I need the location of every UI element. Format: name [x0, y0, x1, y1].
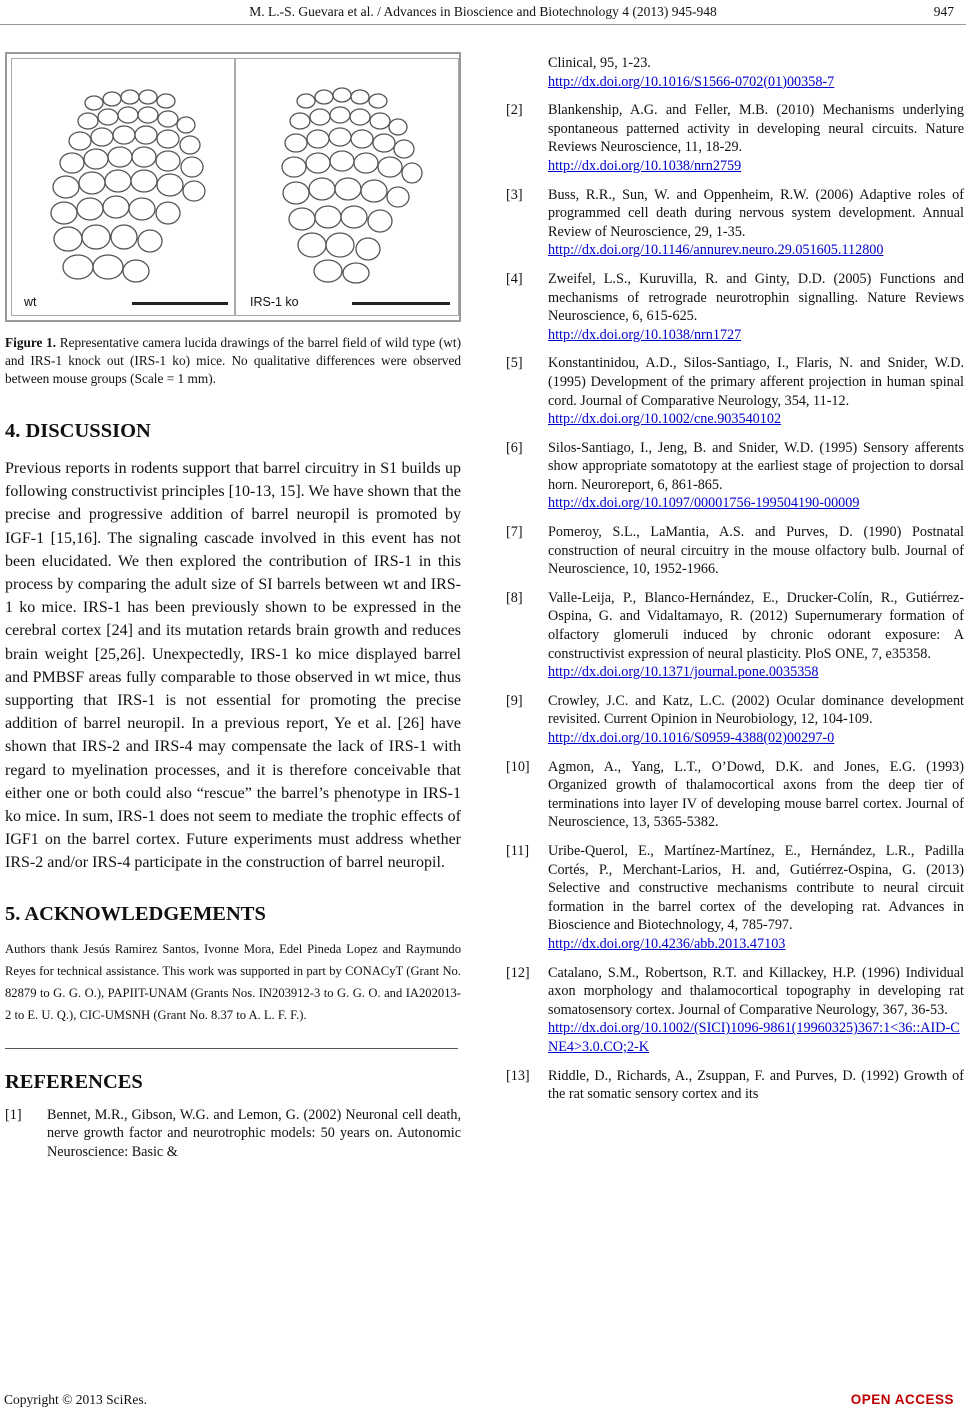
reference-text: Pomeroy, S.L., LaMantia, A.S. and Purves, D. (1990) Postnatal construction of neural circuitry in the mouse olfactory bulb. Journal of Neuroscience, 10, 1952-1966.: [548, 524, 964, 578]
running-head: M. L.-S. Guevara et al. / Advances in Bioscience and Biotechnology 4 (2013) 945-948: [249, 4, 717, 19]
caption-label: Figure 1.: [5, 335, 57, 350]
reference-1: [5, 1106, 461, 1162]
reference-text: Riddle, D., Richards, A., Zsuppan, F. and Purves, D. (1992) Growth of the rat somatic sensory cortex and its: [548, 1067, 964, 1103]
references-heading: REFERENCES: [5, 1070, 143, 1093]
reference-item: [506, 439, 964, 513]
reference-number: [8]: [506, 589, 523, 606]
reference-text: Uribe-Querol, E., Martínez-Martínez, E., Hernández, L.R., Padilla Cortés, P., Merchant-Larios, H. and, Gutiérrez-Ospina, G. (2013) Selective and constructive mechanisms contribute to neural circuit formation in the barrel cortex of the developing rat. Advances in Bioscience and Biotechnology, 4, 785-797.: [548, 842, 964, 934]
figure-1: [5, 52, 461, 322]
page-number: 947: [933, 4, 954, 19]
header-rule: [0, 24, 966, 25]
reference-text: Clinical, 95, 1-23.: [548, 55, 651, 71]
reference-item: [506, 964, 964, 1057]
reference-item: [506, 758, 964, 832]
copyright: Copyright © 2013 SciRes.: [4, 1392, 148, 1407]
reference-number: [10]: [506, 758, 530, 775]
doi-link[interactable]: http://dx.doi.org/10.1016/S0959-4388(02)00297-0: [548, 730, 835, 746]
figure-panel-wt: [11, 58, 235, 316]
doi-link[interactable]: http://dx.doi.org/10.1002/(SICI)1096-9861(19960325)367:1<36::AID-CNE4>3.0.CO;2-K: [548, 1020, 960, 1055]
left-column: [5, 52, 461, 1171]
acknowledgements-text: Authors thank Jesús Ramirez Santos, Ivonne Mora, Edel Pineda Lopez and Raymundo Reyes for technical assistance. This work was supported in part by CONACyT (Grant No. 82879 to G. G. O.), PAPIIT-UNAM (Grants Nos. IN203912-3 to G. G. O. and IA202013-2 to E. U. Q.), CIC-UMSNH (Grant No. 8.37 to A. L. F. F.).: [5, 941, 461, 1022]
doi-link[interactable]: http://dx.doi.org/10.1038/nrn1727: [548, 326, 742, 343]
reference-item: [506, 523, 964, 579]
reference-item: [506, 1067, 964, 1104]
reference-item: [506, 589, 964, 682]
scale-bar-wt: [132, 302, 228, 305]
reference-text: Bennet, M.R., Gibson, W.G. and Lemon, G. (2002) Neuronal cell death, nerve growth factor and neurotrophic models: 50 years on. Autonomic Neuroscience: Basic &: [47, 1106, 461, 1160]
reference-text: Konstantinidou, A.D., Silos-Santiago, I., Flaris, N. and Snider, W.D. (1995) Development of the primary afferent projection in human spinal cord. Journal of Comparative Neurology, 354, 11-12.: [548, 355, 964, 409]
right-column: [506, 54, 964, 1114]
reference-number: [6]: [506, 439, 523, 456]
figure-caption: [5, 334, 461, 388]
doi-link[interactable]: http://dx.doi.org/10.1097/00001756-199504190-00009: [548, 495, 860, 512]
reference-text: Crowley, J.C. and Katz, L.C. (2002) Ocular dominance development revisited. Current Opinion in Neurobiology, 12, 104-109.: [548, 692, 964, 728]
reference-number: [11]: [506, 842, 530, 859]
doi-link[interactable]: http://dx.doi.org/10.1002/cne.903540102: [548, 411, 782, 428]
reference-text: Valle-Leija, P., Blanco-Hernández, E., Drucker-Colín, R., Gutiérrez-Ospina, G. and Vidaltamayo, R. (2012) Supernumerary formation of olfactory glomeruli induced by chronic odorant exposure: A constructivist expression of neural plasticity. PloS ONE, 7, e35358.: [548, 589, 964, 662]
reference-number: [12]: [506, 964, 530, 981]
reference-number: [4]: [506, 270, 523, 287]
reference-item: [506, 842, 964, 954]
reference-number: [9]: [506, 692, 523, 709]
reference-number: [2]: [506, 102, 523, 119]
reference-number: [1]: [5, 1106, 22, 1123]
reference-text: Agmon, A., Yang, L.T., O’Dowd, D.K. and Jones, E.G. (1993) Organized growth of thalamocortical axons from the deep tier of terminations into layer IV of developing mouse barrel cortex. Journal of Neuroscience, 13, 5365-5382.: [548, 758, 964, 831]
doi-link[interactable]: http://dx.doi.org/10.1371/journal.pone.0035358: [548, 664, 819, 681]
reference-1-continued: [506, 54, 964, 91]
reference-item: [506, 101, 964, 175]
open-access-badge: OPEN ACCESS: [850, 1392, 954, 1407]
doi-link[interactable]: http://dx.doi.org/10.1146/annurev.neuro.29.051605.112800: [548, 242, 884, 259]
discussion-text: Previous reports in rodents support that barrel circuitry in S1 builds up following constructivist principles [10-13, 15]. We have shown that the precise and progressive addition of barrel neuropil is promoted by IGF-1 [15,16]. The signaling cascade involved in this event has not been elucidated. We then explored the contribution of IRS-1 in this process by comparing the adult size of SI barrels between wt and IRS-1 ko mice. IRS-1 has been previously shown to be expressed in the cerebral cortex [24] and its mutation retards brain growth and reduces brain weight [25,26]. Unexpectedly, IRS-1 ko mice displayed barrel and PMBSF areas fully comparable to those observed in wt mice, thus supporting that IRS-1 is not essential for promoting the precise addition of barrel neuropil. In a previous report, Ye et al. [26] have shown that IRS-2 and IRS-4 may compensate the lack of IRS-1 with regard to myelination processes, and it is therefore conceivable that either one or both could also “rescue” the barrel’s phenotype in IRS-1 ko mice. In sum, IRS-1 does not seem to mediate the trophic effects of IGF1 on the barrel cortex. Future experiments must address whether IRS-2 and/or IRS-4 participate in the construction of barrel neuropil.: [5, 460, 461, 872]
wt-label: wt: [24, 295, 37, 309]
reference-item: [506, 186, 964, 260]
figure-panel-irs1ko: [235, 58, 459, 316]
discussion-heading: 4. DISCUSSION: [5, 420, 151, 442]
barrel-drawing-irs1ko: [236, 59, 460, 317]
reference-number: [13]: [506, 1067, 530, 1084]
doi-link[interactable]: http://dx.doi.org/10.1038/nrn2759: [548, 157, 742, 174]
irs1ko-label: IRS-1 ko: [250, 295, 299, 309]
reference-text: Catalano, S.M., Robertson, R.T. and Killackey, H.P. (1996) Individual axon morphology and thalamocortical topography in developing rat somatosensory cortex. Journal of Comparative Neurology, 367, 36-53.: [548, 964, 964, 1018]
reference-number: [3]: [506, 186, 523, 203]
reference-number: [5]: [506, 355, 523, 372]
doi-link[interactable]: http://dx.doi.org/10.1016/S1566-0702(01)00358-7: [548, 73, 835, 90]
reference-text: Silos-Santiago, I., Jeng, B. and Snider, W.D. (1995) Sensory afferents show appropriate somatotopy at the earliest stage of projection to dorsal horn. Neuroreport, 6, 861-865.: [548, 439, 964, 493]
reference-text: Buss, R.R., Sun, W. and Oppenheim, R.W. (2006) Adaptive roles of programmed cell death during nervous system development. Annual Review of Neuroscience, 29, 1-35.: [548, 186, 964, 240]
reference-list: [506, 101, 964, 1104]
scale-bar-irs1ko: [352, 302, 450, 305]
reference-item: [506, 692, 964, 748]
reference-text: Blankenship, A.G. and Feller, M.B. (2010) Mechanisms underlying spontaneous patterned activity in developing neural circuits. Nature Reviews Neuroscience, 11, 18-29.: [548, 102, 964, 156]
barrel-drawing-wt: [12, 59, 236, 317]
acknowledgements-heading: 5. ACKNOWLEDGEMENTS: [5, 902, 266, 925]
reference-item: [506, 354, 964, 428]
reference-item: [506, 270, 964, 344]
reference-number: [7]: [506, 524, 523, 541]
references-separator: [5, 1048, 458, 1049]
caption-text: Representative camera lucida drawings of the barrel field of wild type (wt) and IRS-1 knock out (IRS-1 ko) mice. No qualitative differences were observed between mouse groups (Scale = 1 mm).: [5, 335, 461, 386]
doi-link[interactable]: http://dx.doi.org/10.4236/abb.2013.47103: [548, 935, 786, 952]
reference-text: Zweifel, L.S., Kuruvilla, R. and Ginty, D.D. (2005) Functions and mechanisms of retrograde neurotrophin signalling. Nature Reviews Neuroscience, 6, 615-625.: [548, 270, 964, 325]
